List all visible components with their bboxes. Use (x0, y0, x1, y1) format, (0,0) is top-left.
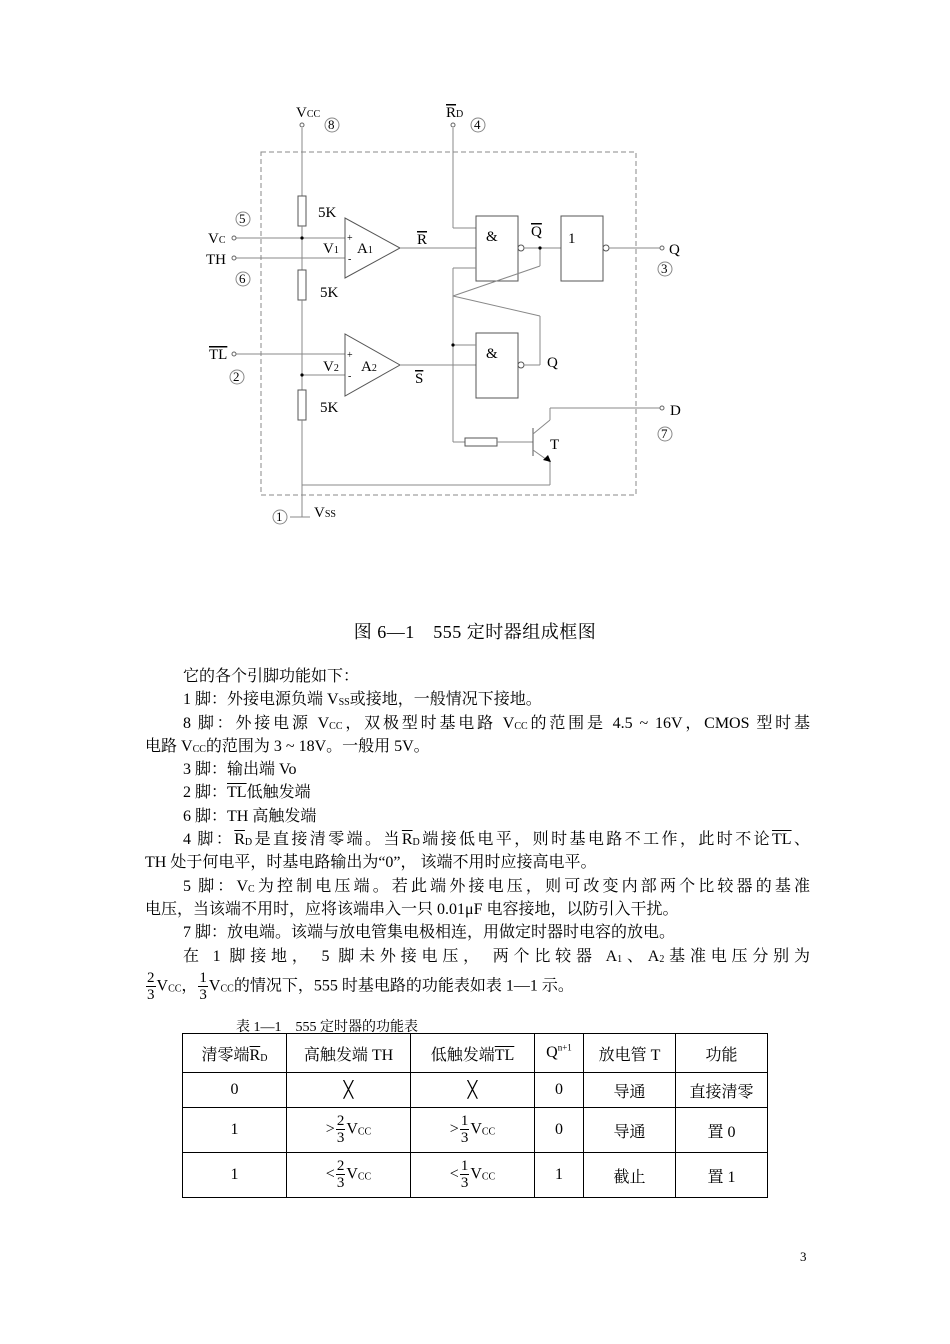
pin3-number: 3 (661, 261, 668, 276)
vss-label: VSS (314, 505, 336, 521)
cell-th: ╳ (287, 1073, 411, 1108)
pin5-number: 5 (239, 211, 246, 226)
a2-label: A2 (361, 359, 377, 375)
a1-label: A1 (357, 241, 373, 257)
table-title: 表 1—1 555 定时器的功能表 (236, 1020, 418, 1035)
table-row (183, 1108, 768, 1153)
summary-line-2: $\frac{2}{3}$ $V_{CC}$， $\frac{1}{3}$ $V_{CC}$的情况下，555 时基电路的功能表如表 1—1 示。 (147, 969, 574, 1003)
fraction-two-thirds: $\frac{2}{3}$ (147, 969, 155, 1003)
th-label: TH (206, 252, 226, 268)
figure-caption: 图 6—1 555 定时器组成框图 (353, 622, 597, 642)
summary-line-1: 在 1 脚接地， 5 脚未外接电压， 两个比较器 $A_1$、$A_2$基准电压分别为 (183, 947, 810, 965)
inverter-gate (561, 216, 603, 281)
pin5-line-1: 5 脚：$V_C$为控制电压端。若此端外接电压，则可改变内部两个比较器的基准 (183, 877, 810, 895)
pin4-number: 4 (474, 117, 481, 132)
r-bar-label: R (417, 232, 428, 248)
cell-func: 置 1 (676, 1153, 768, 1198)
header-q: $Q^{n+1}$ (535, 1034, 584, 1073)
timer-block-diagram (0, 0, 950, 600)
v2-label: V2 (323, 359, 339, 375)
table-row (183, 1153, 768, 1198)
cell-tl: ╳ (411, 1073, 535, 1108)
pin1-line: 1 脚：外接电源负端 $V_{SS}$或接地，一般情况下接地。 (183, 691, 542, 709)
table-header-row (183, 1034, 768, 1073)
transistor-label: T (550, 437, 560, 453)
tl-label: TL (209, 347, 228, 363)
pin6-number: 6 (239, 271, 246, 286)
and1-symbol: & (486, 229, 498, 245)
pin4-line-1: 4 脚：$\overline{R}_D$是直接清零端。当$\overline{R}_D$端接低电平，则时基电路不工作，此时不论$\overline{TL}$、 (183, 831, 810, 849)
and-gate-2 (476, 333, 518, 398)
pin-description (145, 665, 810, 1003)
cell-func: 直接清零 (676, 1073, 768, 1108)
header-t: 放电管 T (584, 1034, 676, 1073)
header-func: 功能 (676, 1034, 768, 1073)
cell-func: 置 0 (676, 1108, 768, 1153)
cell-t: 导通 (584, 1108, 676, 1153)
intro-line: 它的各个引脚功能如下： (183, 668, 360, 685)
cell-q: 0 (535, 1073, 584, 1108)
pin7-line: 7 脚：放电端。该端与放电管集电极相连，用做定时器时电容的放电。 (183, 924, 676, 942)
header-tl: 低触发端$\overline{TL}$ (411, 1034, 535, 1073)
qbar-label: Q (531, 224, 542, 240)
pin6-line: 6 脚：TH 高触发端 (183, 807, 317, 825)
cell-q: 1 (535, 1153, 584, 1198)
pin2-number: 2 (233, 369, 240, 384)
pin7-number: 7 (661, 426, 668, 441)
res1-label: 5K (318, 205, 337, 221)
chip-boundary (261, 152, 636, 495)
pin8-line-1: 8 脚：外接电源 $V_{CC}$，双极型时基电路 $V_{CC}$的范围是 4.5 ~ 16V，CMOS 型时基 (183, 714, 810, 732)
cell-tl: > $\frac{1}{3}$ $V_{CC}$ (411, 1108, 535, 1153)
cell-clear: 1 (183, 1108, 287, 1153)
table-row (183, 1073, 768, 1108)
pin2-line: 2 脚：$\overline{TL}$低触发端 (183, 784, 311, 802)
q-output-label: Q (669, 242, 680, 258)
base-resistor (465, 438, 497, 446)
q-internal-label: Q (547, 355, 558, 371)
a2-plus: + (347, 350, 353, 361)
pin3-line: 3 脚：输出端 Vo (183, 761, 297, 779)
cell-th: > $\frac{2}{3}$ $V_{CC}$ (287, 1108, 411, 1153)
cell-q: 0 (535, 1108, 584, 1153)
vc-label: VC (208, 231, 226, 247)
a2-minus: - (348, 371, 352, 382)
inverter-symbol: 1 (568, 231, 576, 247)
resistor-1 (298, 196, 306, 226)
cell-clear: 0 (183, 1073, 287, 1108)
pin5-line-2: 电压，当该端不用时，应将该端串入一只 0.01μF 电容接地，以防引入干扰。 (145, 900, 679, 918)
resistor-2 (298, 270, 306, 300)
cell-tl: < $\frac{1}{3}$ $V_{CC}$ (411, 1153, 535, 1198)
page-number: 3 (800, 1249, 807, 1264)
header-clear: 清零端$\overline{R}_D$ (183, 1034, 287, 1073)
pin1-number: 1 (276, 509, 283, 524)
and-gate-1 (476, 216, 518, 281)
cell-th: < $\frac{2}{3}$ $V_{CC}$ (287, 1153, 411, 1198)
s-bar-label: S (415, 371, 424, 387)
cell-t: 截止 (584, 1153, 676, 1198)
function-table (182, 1033, 768, 1198)
pin8-number: 8 (328, 117, 335, 132)
a1-minus: - (348, 254, 352, 265)
rd-label: RD (446, 105, 464, 121)
res3-label: 5K (320, 400, 339, 416)
fraction-one-third: $\frac{1}{3}$ (199, 969, 207, 1003)
pin8-line-2: 电路 $V_{CC}$的范围为 3 ~ 18V。一般用 5V。 (145, 737, 430, 755)
vcc-label: VCC (296, 105, 321, 121)
d-label: D (670, 403, 681, 419)
resistor-3 (298, 390, 306, 420)
header-th: 高触发端 TH (287, 1034, 411, 1073)
a1-plus: + (347, 233, 353, 244)
cell-clear: 1 (183, 1153, 287, 1198)
pin4-line-2: TH 处于何电平，时基电路输出为“0”， 该端不用时应接高电平。 (145, 854, 597, 872)
cell-t: 导通 (584, 1073, 676, 1108)
v1-label: V1 (323, 241, 339, 257)
res2-label: 5K (320, 285, 339, 301)
and2-symbol: & (486, 346, 498, 362)
